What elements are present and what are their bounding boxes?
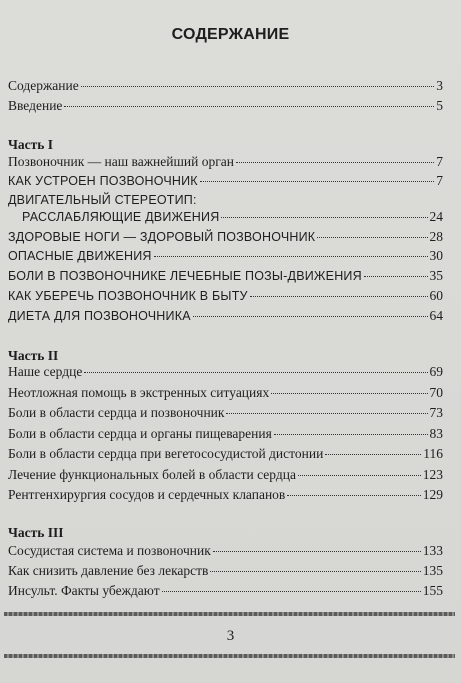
toc-entry	[8, 405, 443, 421]
toc-entry-label: ДИЕТА ДЛЯ ПОЗВОНОЧНИКА	[8, 309, 191, 323]
toc-leader-dots	[200, 181, 434, 182]
toc-leader-dots	[64, 106, 434, 107]
toc-entry-label: Рентгенхирургия сосудов и сердечных клапанов	[8, 487, 286, 502]
toc-entry-page: 30	[429, 248, 443, 263]
toc-entry-page: 155	[422, 583, 443, 598]
toc-entry-page: 35	[429, 268, 443, 283]
decorative-rule-top	[4, 612, 455, 616]
page-title: СОДЕРЖАНИЕ	[171, 26, 290, 43]
toc-entry-label: Наше сердце	[8, 364, 83, 379]
part-heading: Часть I	[8, 137, 54, 152]
toc-entry-page: 83	[429, 426, 443, 441]
toc-entry	[8, 193, 443, 209]
toc-entry-page: 60	[429, 288, 443, 303]
toc-entry	[8, 583, 443, 599]
toc-entry	[8, 364, 443, 380]
toc-entry-label: Боли в области сердца и органы пищеварения	[8, 426, 272, 441]
toc-entry-label: ОПАСНЫЕ ДВИЖЕНИЯ	[8, 249, 152, 263]
toc-leader-dots	[193, 316, 428, 317]
toc-leader-dots	[271, 393, 427, 394]
toc-entry-label: ЗДОРОВЫЕ НОГИ — ЗДОРОВЫЙ ПОЗВОНОЧНИК	[8, 230, 316, 244]
part-heading: Часть III	[8, 525, 64, 540]
toc-entry	[8, 543, 443, 559]
toc-entry-page: 5	[436, 98, 443, 113]
toc-leader-dots	[287, 495, 420, 496]
toc-entry	[8, 268, 443, 284]
toc-leader-dots	[221, 217, 427, 218]
toc-leader-dots	[226, 413, 427, 414]
toc-entry-page: 129	[422, 487, 443, 502]
toc-entry	[8, 78, 443, 94]
toc-leader-dots	[274, 434, 428, 435]
toc-entry-label: РАССЛАБЛЯЮЩИЕ ДВИЖЕНИЯ	[22, 210, 220, 224]
toc-leader-dots	[364, 276, 428, 277]
toc-leader-dots	[250, 296, 428, 297]
toc-entry	[8, 446, 443, 462]
toc-entry-page: 3	[436, 78, 443, 93]
toc-entry-label: Боли в области сердца при вегетососудистой дистонии	[8, 446, 324, 461]
toc-entry-label: Неотложная помощь в экстренных ситуациях	[8, 385, 270, 400]
toc-entry	[8, 308, 443, 324]
toc-entry	[8, 229, 443, 245]
toc-entry-label: Лечение функциональных болей в области сердца	[8, 467, 296, 482]
page-number: 3	[226, 628, 235, 644]
toc-entry-page: 133	[422, 543, 443, 558]
toc-entry-label: Сосудистая система и позвоночник	[8, 543, 211, 558]
toc-entry-label: Введение	[8, 98, 63, 113]
toc-entry-label: Содержание	[8, 78, 79, 93]
toc-entry	[8, 248, 443, 264]
toc-entry	[8, 173, 443, 189]
toc-entry-page: 70	[429, 385, 443, 400]
toc-entry-label: КАК УСТРОЕН ПОЗВОНОЧНИК	[8, 174, 198, 188]
toc-entry-label: Боли в области сердца и позвоночник	[8, 405, 225, 420]
toc-leader-dots	[84, 372, 427, 373]
toc-entry-label: Инсульт. Факты убеждают	[8, 583, 160, 598]
toc-leader-dots	[154, 256, 428, 257]
toc-leader-dots	[325, 454, 421, 455]
toc-entry-page: 28	[429, 229, 443, 244]
toc-leader-dots	[236, 162, 434, 163]
toc-entry	[8, 98, 443, 114]
toc-entry-label: КАК УБЕРЕЧЬ ПОЗВОНОЧНИК В БЫТУ	[8, 289, 248, 303]
toc-entry	[8, 288, 443, 304]
toc-leader-dots	[298, 475, 421, 476]
toc-leader-dots	[162, 591, 421, 592]
toc-entry	[8, 563, 443, 579]
toc-leader-dots	[213, 551, 421, 552]
toc-entry-label: ДВИГАТЕЛЬНЫЙ СТЕРЕОТИП:	[8, 193, 197, 207]
toc-entry	[8, 385, 443, 401]
part-heading: Часть II	[8, 348, 59, 363]
toc-entry-page: 7	[436, 154, 443, 169]
toc-entry-page: 73	[429, 405, 443, 420]
toc-entry	[8, 467, 443, 483]
toc-entry-page: 69	[429, 364, 443, 379]
toc-entry-page: 123	[422, 467, 443, 482]
toc-entry-label: Как снизить давление без лекарств	[8, 563, 209, 578]
toc-entry-label: Позвоночник — наш важнейший орган	[8, 154, 234, 169]
toc-entry	[8, 487, 443, 503]
toc-leader-dots	[210, 571, 420, 572]
decorative-rule-bottom	[4, 654, 455, 658]
toc-entry-page: 135	[422, 563, 443, 578]
toc-leader-dots	[317, 237, 427, 238]
toc-entry	[8, 426, 443, 442]
toc-entry-page: 24	[429, 209, 443, 224]
toc-entry	[8, 154, 443, 170]
toc-entry-page: 64	[429, 308, 443, 323]
toc-leader-dots	[81, 86, 435, 87]
toc-entry-page: 7	[436, 173, 443, 188]
toc-entry	[22, 209, 443, 225]
toc-entry-label: БОЛИ В ПОЗВОНОЧНИКЕ ЛЕЧЕБНЫЕ ПОЗЫ-ДВИЖЕНИЯ	[8, 269, 362, 283]
toc-entry-page: 116	[423, 446, 443, 461]
